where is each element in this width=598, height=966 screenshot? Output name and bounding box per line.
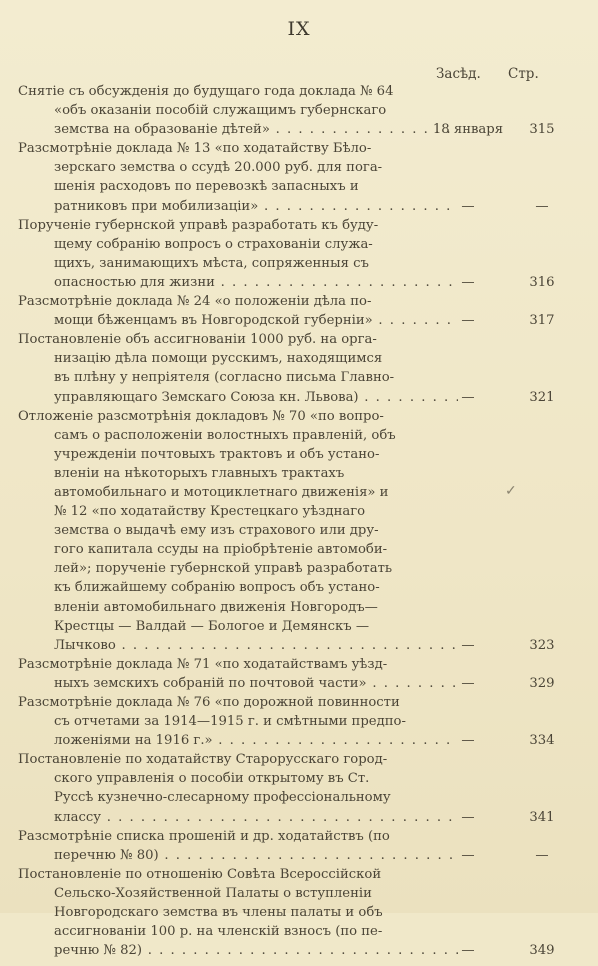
page-ref: 349 — [529, 943, 555, 959]
entry-line — [18, 540, 588, 559]
page-ref: 341 — [529, 809, 555, 825]
entry-line — [18, 578, 588, 597]
entry-text: ложеніями на 1916 г.» . . . — [18, 731, 458, 750]
session-date: — — [461, 198, 475, 214]
list-item — [18, 693, 588, 750]
entry-text: самъ о расположеніи волостныхъ правленій, объ — [54, 427, 396, 443]
entry-text: мощи бѣженцамъ въ Новгородской губерніи» . . . — [18, 311, 458, 330]
entry-text: Постановленіе объ ассигнованіи 1000 руб. на орга- — [18, 332, 377, 348]
entry-text: лей»; порученіе губернской управѣ разработать — [54, 561, 393, 577]
entry-text: ского управленія о пособіи открытому въ Ст. — [54, 771, 370, 787]
entry-line — [18, 827, 588, 846]
entry-text: классу . . . — [18, 808, 458, 827]
entry-text: речню № 82) . . . — [18, 941, 458, 960]
page-ref: 316 — [529, 274, 555, 290]
entry-line — [18, 158, 588, 177]
entry-text: Новгородскаго земства въ члены палаты и объ — [54, 905, 383, 921]
entry-line — [18, 808, 588, 827]
entry-line — [18, 139, 588, 158]
entry-text: щему собранію вопросъ о страхованіи служа- — [54, 236, 373, 252]
page-ref: 315 — [529, 122, 555, 138]
entry-line — [18, 177, 588, 196]
entry-line — [18, 693, 588, 712]
entry-text: Разсмотрѣніе доклада № 24 «о положеніи дѣла по- — [18, 294, 372, 310]
entry-line — [18, 769, 588, 788]
entry-line — [18, 311, 588, 330]
entry-text: учрежденіи почтовыхъ трактовъ и объ устано- — [54, 446, 380, 462]
session-date: 18 января — [432, 122, 504, 138]
session-date: — — [461, 313, 475, 329]
entry-text: управляющаго Земскаго Союза кн. Львова) . . . — [18, 388, 458, 407]
entry-text: земства на образованіе дѣтей» . . . — [18, 120, 458, 139]
page-ref: — — [535, 847, 549, 863]
list-item — [18, 407, 588, 655]
table-of-contents — [18, 82, 588, 960]
entry-text: щихъ, занимающихъ мѣста, сопряженныя съ — [54, 255, 369, 271]
entry-line — [18, 521, 588, 540]
entry-line — [18, 750, 588, 769]
entry-line — [18, 120, 588, 139]
list-item — [18, 82, 588, 139]
entry-text: вленіи на нѣкоторыхъ главныхъ трактахъ — [54, 465, 345, 481]
entry-text: гого капитала ссуды на пріобрѣтеніе автомоби- — [54, 542, 388, 558]
entry-text: Постановленіе по ходатайству Старорусскаго город- — [18, 752, 388, 768]
session-date: — — [461, 389, 475, 405]
entry-text: ныхъ земскихъ собраній по почтовой части» . . . — [18, 674, 458, 693]
entry-text: Руссѣ кузнечно-слесарному профессіональному — [54, 790, 391, 806]
entry-line — [18, 884, 588, 903]
entry-line — [18, 655, 588, 674]
column-header-session: Засѣд. — [436, 66, 481, 82]
session-date: — — [461, 637, 475, 653]
entry-text: зерскаго земства о ссудѣ 20.000 руб. для пога- — [54, 160, 383, 176]
entry-text: съ отчетами за 1914—1915 г. и смѣтными предпо- — [54, 714, 406, 730]
entry-line — [18, 368, 588, 387]
entry-text: къ ближайшему собранію вопросъ объ устано- — [54, 580, 380, 596]
entry-line — [18, 216, 588, 235]
list-item — [18, 655, 588, 693]
entry-text: вленіи автомобильнаго движенія Новгородъ— — [54, 599, 378, 615]
entry-line — [18, 617, 588, 636]
list-item — [18, 750, 588, 826]
list-item — [18, 139, 588, 215]
pencil-mark-icon: ✓ — [505, 483, 517, 499]
entry-text: Крестцы — Валдай — Бологое и Демянскъ — — [54, 618, 370, 634]
entry-line — [18, 407, 588, 426]
entry-line — [18, 941, 588, 960]
entry-text: Лычково . . . — [18, 636, 458, 655]
entry-line — [18, 254, 588, 273]
page-ref: 323 — [529, 637, 555, 653]
entry-line — [18, 101, 588, 120]
entry-text: Отложеніе разсмотрѣнія докладовъ № 70 «по вопро- — [18, 408, 384, 424]
entry-line — [18, 559, 588, 578]
session-date: — — [461, 675, 475, 691]
entry-text: Разсмотрѣніе доклада № 13 «по ходатайству Бѣло- — [18, 141, 372, 157]
entry-text: Разсмотрѣніе доклада № 76 «по дорожной повинности — [18, 695, 400, 710]
entry-line — [18, 235, 588, 254]
entry-text: «объ оказаніи пособій служащимъ губернскаго — [54, 103, 387, 119]
entry-line — [18, 674, 588, 693]
entry-line — [18, 292, 588, 311]
entry-text: Снятіе съ обсужденія до будущаго года доклада № 64 — [18, 84, 394, 99]
entry-text: Порученіе губернской управѣ разработать къ буду- — [18, 217, 379, 233]
entry-text: шенія расходовъ по перевозкѣ запасныхъ и — [54, 179, 359, 195]
page-ref: 317 — [529, 313, 555, 329]
entry-line — [18, 464, 588, 483]
entry-text: ассигнованіи 100 р. на членскій взносъ (по пе- — [54, 924, 383, 940]
entry-line — [18, 502, 588, 521]
entry-line — [18, 349, 588, 368]
list-item — [18, 330, 588, 406]
entry-line — [18, 846, 588, 865]
entry-text: перечню № 80) . . . — [18, 846, 458, 865]
entry-line — [18, 731, 588, 750]
entry-line — [18, 636, 588, 655]
entry-text: Разсмотрѣніе списка прошеній и др. ходатайствъ (по — [18, 828, 390, 844]
entry-line — [18, 388, 588, 407]
list-item — [18, 827, 588, 865]
entry-text: Разсмотрѣніе доклада № 71 «по ходатайствамъ уѣзд- — [18, 656, 388, 672]
page-number: IX — [287, 18, 311, 40]
entry-text: № 12 «по ходатайству Крестецкаго уѣзднаго — [54, 504, 366, 520]
session-date: — — [461, 809, 475, 825]
session-date: — — [461, 733, 475, 749]
list-item — [18, 292, 588, 330]
entry-line — [18, 598, 588, 617]
entry-line — [18, 82, 588, 101]
entry-text: ратниковъ при мобилизаціи» . . . — [18, 197, 458, 216]
entry-text: Сельско-Хозяйственной Палаты о вступленіи — [54, 885, 372, 901]
entry-text: низацію дѣла помощи русскимъ, находящимся — [54, 351, 383, 367]
entry-line — [18, 865, 588, 884]
session-date: — — [461, 943, 475, 959]
session-date: — — [461, 274, 475, 290]
page-ref: 329 — [529, 675, 555, 691]
entry-text: земства о выдачѣ ему изъ страхового или дру- — [54, 523, 379, 539]
entry-text: въ плѣну у непріятеля (согласно письма Главно- — [54, 370, 395, 386]
entry-line — [18, 330, 588, 349]
session-date: — — [461, 847, 475, 863]
page-ref: 334 — [529, 733, 555, 749]
entry-line — [18, 197, 588, 216]
entry-line — [18, 922, 588, 941]
page-ref: 321 — [529, 389, 555, 405]
entry-line — [18, 483, 588, 502]
list-item — [18, 216, 588, 292]
entry-text: автомобильнаго и мотоциклетнаго движенія» и — [54, 484, 389, 500]
entry-text: опасностью для жизни . . . — [18, 273, 458, 292]
entry-text: Постановленіе по отношенію Совѣта Всероссійской — [18, 866, 382, 882]
entry-line — [18, 712, 588, 731]
entry-line — [18, 445, 588, 464]
entry-line — [18, 426, 588, 445]
entry-line — [18, 788, 588, 807]
page-ref: — — [535, 198, 549, 214]
entry-line — [18, 273, 588, 292]
column-header-page: Стр. — [508, 66, 539, 82]
